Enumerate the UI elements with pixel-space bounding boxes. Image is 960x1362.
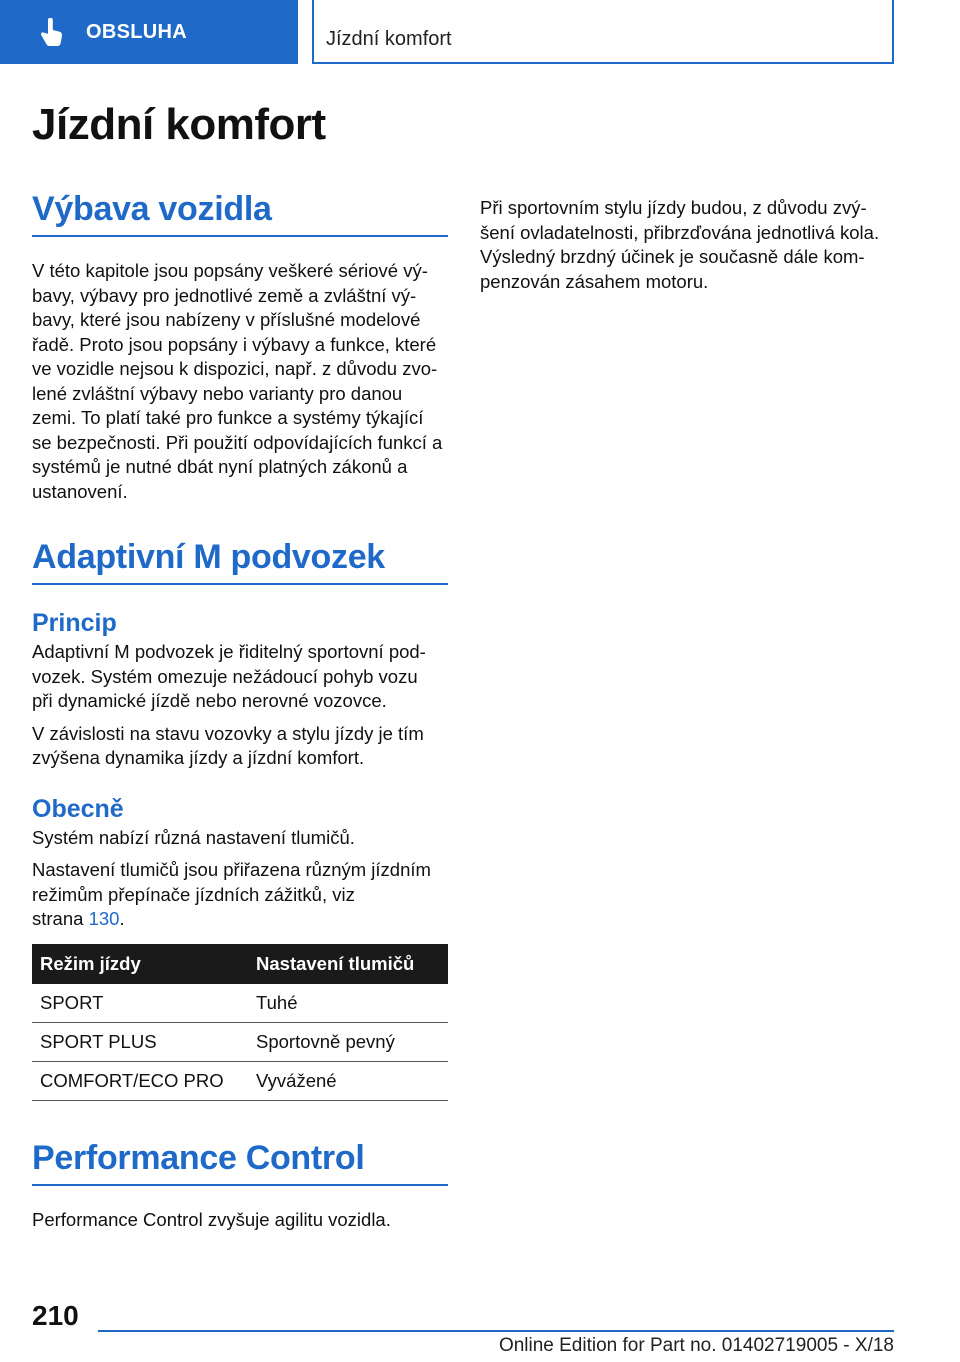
text-line: bavy, výbavy pro jednotlivé země a zvláštní vý-: [32, 284, 417, 306]
text-line: zemi. To platí také pro funkce a systémy týkající: [32, 407, 424, 428]
text-line: ustanovení.: [32, 480, 128, 502]
text-line: penzován zásahem motoru.: [480, 270, 709, 292]
text-line: Při sportovním stylu jízdy budou, z důvodu zvý-: [480, 197, 867, 218]
right-column: [480, 196, 896, 294]
page-number: 210: [32, 1300, 79, 1331]
subsection-title-princip: Princip: [32, 609, 117, 637]
text-line: vozek. Systém omezuje nežádoucí pohyb vozu: [32, 665, 418, 687]
table-cell: COMFORT/ECO PRO: [32, 1061, 248, 1100]
text-line: se bezpečnosti. Při použití odpovídajících funkcí a: [32, 431, 443, 453]
footer-edition: Online Edition for Part no. 01402719005 - X/18: [498, 1335, 894, 1356]
table-row: [32, 984, 448, 1023]
vybava-paragraph: [32, 259, 448, 504]
text-line: strana: [32, 908, 89, 929]
text-line: režimům přepínače jízdních zážitků, viz: [32, 883, 355, 905]
text-line: systémů je nutné dbát nyní platných zákonů a: [32, 456, 408, 477]
text-line: při dynamické jízdě nebo nerovné vozovce.: [32, 690, 387, 711]
performance-paragraph: Performance Control zvyšuje agilitu vozidla.: [32, 1208, 391, 1230]
table-cell: Tuhé: [248, 984, 448, 1023]
header-chapter-title: Jízdní komfort: [326, 28, 452, 50]
right-paragraph: [480, 196, 896, 294]
table-header-row: [32, 944, 448, 984]
table-header-mode: Režim jízdy: [32, 944, 248, 984]
section-title-adaptivni: Adaptivní M podvozek: [32, 538, 448, 585]
text-line: řadě. Proto jsou popsány i výbavy a funkce, které: [32, 333, 437, 355]
text-line: bavy, které jsou nabízeny v příslušné modelové: [32, 309, 421, 330]
hand-pointer-icon: [40, 17, 66, 47]
princip-paragraph-2: [32, 722, 448, 771]
text-line: V závislosti na stavu vozovky a stylu jízdy je tím: [32, 722, 424, 744]
header-tab-label: OBSLUHA: [86, 20, 187, 43]
section-title-vybava: Výbava vozidla: [32, 190, 448, 237]
footer-divider: [98, 1330, 894, 1332]
left-column: [32, 190, 448, 1232]
table-cell: Sportovně pevný: [248, 1022, 448, 1061]
princip-paragraph-1: [32, 640, 448, 714]
subsection-title-obecne: Obecně: [32, 794, 124, 823]
page-title: Jízdní komfort: [32, 100, 326, 149]
page-link-130[interactable]: 130: [88, 908, 120, 929]
text-line: zvýšena dynamika jízdy a jízdní komfort.: [32, 747, 365, 768]
table-row: [32, 1061, 448, 1100]
text-line: Adaptivní M podvozek je řiditelný sportovní pod-: [32, 641, 426, 662]
text-line: Nastavení tlumičů jsou přiřazena různým jízdním: [32, 859, 431, 880]
header-chapter-box: [312, 0, 894, 64]
table-header-setting: Nastavení tlumičů: [248, 944, 448, 984]
table-cell: Vyvážené: [248, 1061, 448, 1100]
text-line: .: [119, 908, 125, 929]
obecne-paragraph-2: [32, 858, 448, 932]
text-line: ve vozidle nejsou k dispozici, např. z důvodu zvo-: [32, 358, 438, 379]
table-cell: SPORT PLUS: [32, 1022, 248, 1061]
obecne-paragraph-1: Systém nabízí různá nastavení tlumičů.: [32, 826, 355, 848]
text-line: šení ovladatelnosti, přibrzďována jednotlivá kola.: [480, 221, 880, 243]
section-title-performance: Performance Control: [32, 1139, 448, 1186]
header-tab: [0, 0, 298, 64]
table-cell: SPORT: [32, 984, 248, 1023]
text-line: V této kapitole jsou popsány veškeré sériové vý-: [32, 260, 428, 281]
table-row: [32, 1022, 448, 1061]
text-line: lené zvláštní výbavy nebo varianty pro danou: [32, 382, 403, 404]
damper-settings-table: [32, 944, 448, 1101]
text-line: Výsledný brzdný účinek je současně dále kom-: [480, 246, 865, 267]
